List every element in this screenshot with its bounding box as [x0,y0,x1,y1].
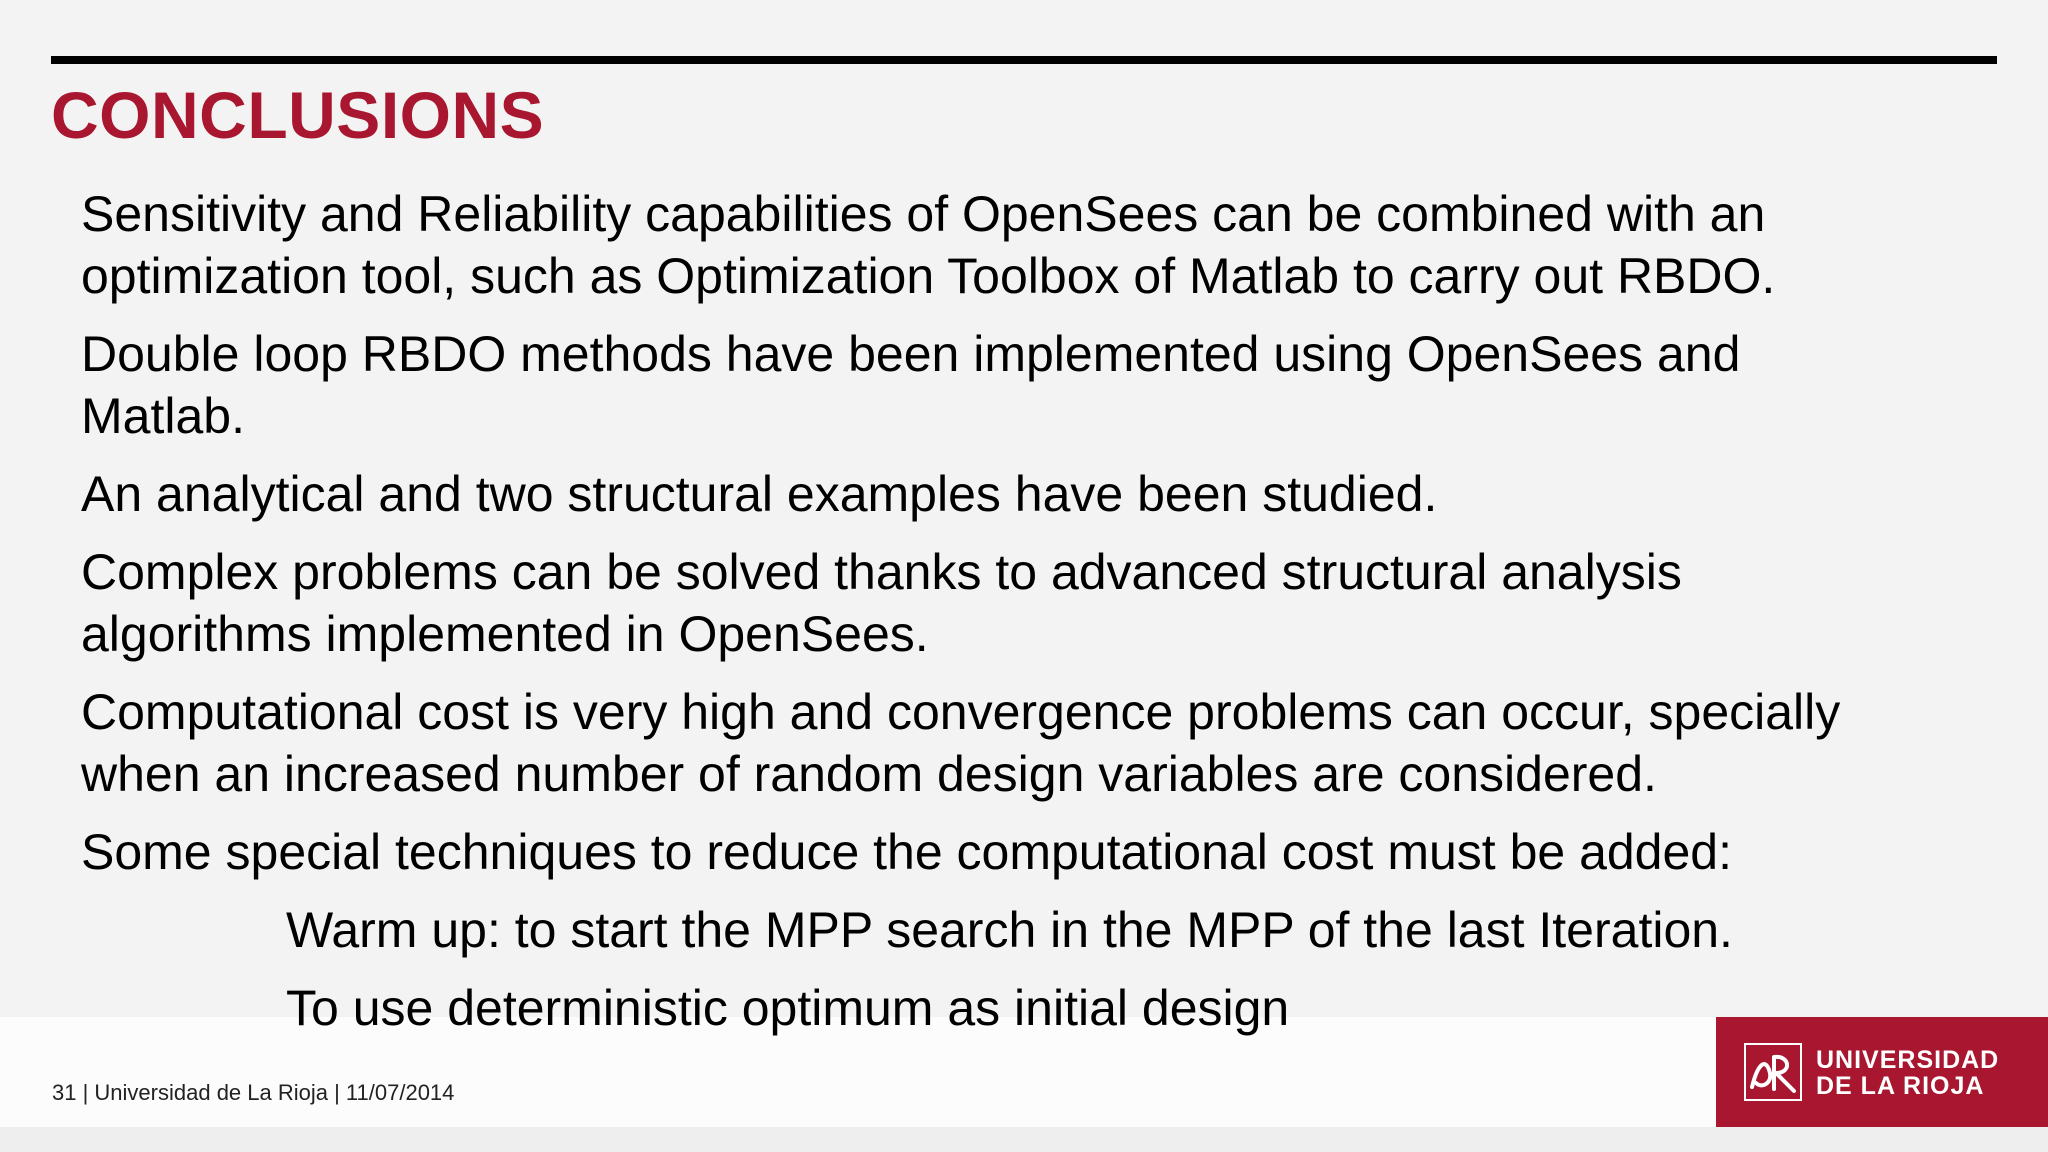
paragraph-line: optimization tool, such as Optimization Toolbox of Matlab to carry out RBDO. [81,248,1776,304]
slide-title: CONCLUSIONS [51,78,545,152]
logo-line-2: DE LA RIOJA [1816,1072,1985,1100]
paragraph-line: algorithms implemented in OpenSees. [81,606,929,662]
paragraph-line: Complex problems can be solved thanks to advanced structural analysis [81,544,1682,600]
paragraph-line: Sensitivity and Reliability capabilities of OpenSees can be combined with an [81,186,1766,242]
university-logo [1716,1017,2048,1127]
sub-item: To use deterministic optimum as initial design [286,980,1290,1036]
paragraph-line: Some special techniques to reduce the computational cost must be added: [81,824,1733,880]
sub-item: Warm up: to start the MPP search in the MPP of the last Iteration. [286,902,1733,958]
paragraph-line: Matlab. [81,388,245,444]
logo-line-1: UNIVERSIDAD [1816,1046,2000,1074]
paragraph-line: Computational cost is very high and convergence problems can occur, specially [81,684,1841,740]
paragraph-line: Double loop RBDO methods have been implemented using OpenSees and [81,326,1741,382]
bottom-strip [0,1127,2048,1152]
logo-wordmark [1816,1047,1999,1099]
university-emblem-icon [1744,1043,1802,1101]
title-rule [51,56,1997,64]
paragraph-line: when an increased number of random design variables are considered. [81,746,1657,802]
paragraph-line: An analytical and two structural examples have been studied. [81,466,1438,522]
footer-text: 31 | Universidad de La Rioja | 11/07/2014 [52,1080,455,1105]
